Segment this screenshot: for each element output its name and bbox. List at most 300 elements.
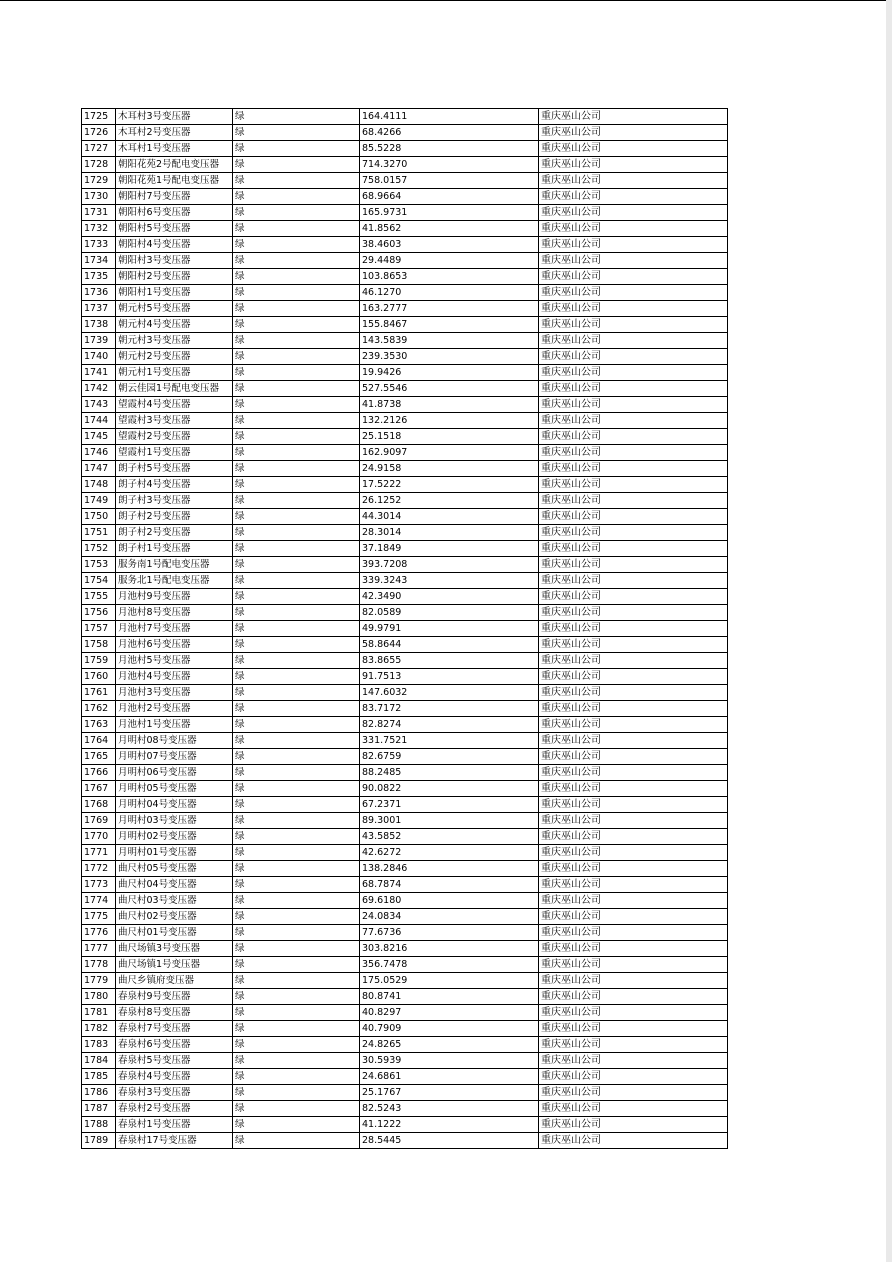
cell-id: 1757 <box>82 621 116 637</box>
cell-id: 1726 <box>82 125 116 141</box>
table-row <box>82 621 728 637</box>
cell-value: 132.2126 <box>360 413 539 429</box>
cell-value: 30.5939 <box>360 1053 539 1069</box>
cell-id: 1754 <box>82 573 116 589</box>
cell-value: 58.8644 <box>360 637 539 653</box>
table-row <box>82 253 728 269</box>
cell-id: 1746 <box>82 445 116 461</box>
cell-status: 绿 <box>233 173 360 189</box>
cell-company: 重庆巫山公司 <box>539 717 728 733</box>
cell-value: 17.5222 <box>360 477 539 493</box>
cell-status: 绿 <box>233 253 360 269</box>
table-row <box>82 765 728 781</box>
cell-value: 239.3530 <box>360 349 539 365</box>
table-row <box>82 541 728 557</box>
cell-transformer-name: 月明村03号变压器 <box>116 813 233 829</box>
cell-company: 重庆巫山公司 <box>539 973 728 989</box>
cell-status: 绿 <box>233 909 360 925</box>
cell-status: 绿 <box>233 109 360 125</box>
cell-value: 43.5852 <box>360 829 539 845</box>
cell-transformer-name: 曲尺村02号变压器 <box>116 909 233 925</box>
cell-status: 绿 <box>233 1069 360 1085</box>
cell-status: 绿 <box>233 941 360 957</box>
cell-status: 绿 <box>233 573 360 589</box>
cell-transformer-name: 曲尺村01号变压器 <box>116 925 233 941</box>
cell-company: 重庆巫山公司 <box>539 429 728 445</box>
cell-transformer-name: 月池村9号变压器 <box>116 589 233 605</box>
cell-company: 重庆巫山公司 <box>539 1101 728 1117</box>
cell-status: 绿 <box>233 701 360 717</box>
table-row <box>82 717 728 733</box>
cell-status: 绿 <box>233 1053 360 1069</box>
cell-company: 重庆巫山公司 <box>539 1005 728 1021</box>
cell-status: 绿 <box>233 429 360 445</box>
cell-id: 1783 <box>82 1037 116 1053</box>
cell-company: 重庆巫山公司 <box>539 733 728 749</box>
table-row <box>82 797 728 813</box>
cell-status: 绿 <box>233 317 360 333</box>
cell-status: 绿 <box>233 493 360 509</box>
cell-status: 绿 <box>233 893 360 909</box>
table-row <box>82 525 728 541</box>
cell-value: 44.3014 <box>360 509 539 525</box>
cell-transformer-name: 曲尺乡镇府变压器 <box>116 973 233 989</box>
cell-id: 1771 <box>82 845 116 861</box>
cell-value: 143.5839 <box>360 333 539 349</box>
table-row <box>82 461 728 477</box>
cell-value: 147.6032 <box>360 685 539 701</box>
cell-status: 绿 <box>233 125 360 141</box>
cell-status: 绿 <box>233 269 360 285</box>
cell-company: 重庆巫山公司 <box>539 653 728 669</box>
table-row <box>82 973 728 989</box>
cell-transformer-name: 朝元村1号变压器 <box>116 365 233 381</box>
cell-transformer-name: 朝阳村2号变压器 <box>116 269 233 285</box>
cell-transformer-name: 月池村3号变压器 <box>116 685 233 701</box>
cell-id: 1750 <box>82 509 116 525</box>
cell-status: 绿 <box>233 1117 360 1133</box>
cell-status: 绿 <box>233 717 360 733</box>
cell-transformer-name: 望霞村4号变压器 <box>116 397 233 413</box>
cell-value: 26.1252 <box>360 493 539 509</box>
table-row <box>82 141 728 157</box>
table-row <box>82 189 728 205</box>
cell-transformer-name: 曲尺村03号变压器 <box>116 893 233 909</box>
table-row <box>82 781 728 797</box>
cell-value: 303.8216 <box>360 941 539 957</box>
cell-transformer-name: 朗子村2号变压器 <box>116 509 233 525</box>
cell-status: 绿 <box>233 973 360 989</box>
cell-status: 绿 <box>233 605 360 621</box>
cell-value: 82.0589 <box>360 605 539 621</box>
cell-company: 重庆巫山公司 <box>539 253 728 269</box>
cell-status: 绿 <box>233 589 360 605</box>
cell-company: 重庆巫山公司 <box>539 1117 728 1133</box>
cell-company: 重庆巫山公司 <box>539 141 728 157</box>
cell-company: 重庆巫山公司 <box>539 861 728 877</box>
cell-transformer-name: 朝元村2号变压器 <box>116 349 233 365</box>
cell-company: 重庆巫山公司 <box>539 669 728 685</box>
cell-status: 绿 <box>233 397 360 413</box>
cell-value: 82.8274 <box>360 717 539 733</box>
cell-transformer-name: 朝阳村6号变压器 <box>116 205 233 221</box>
page-right-edge <box>886 0 892 1262</box>
cell-value: 41.1222 <box>360 1117 539 1133</box>
cell-company: 重庆巫山公司 <box>539 365 728 381</box>
cell-value: 714.3270 <box>360 157 539 173</box>
table-row <box>82 109 728 125</box>
cell-status: 绿 <box>233 333 360 349</box>
cell-status: 绿 <box>233 509 360 525</box>
table-row <box>82 1037 728 1053</box>
cell-status: 绿 <box>233 621 360 637</box>
cell-status: 绿 <box>233 157 360 173</box>
table-row <box>82 861 728 877</box>
cell-company: 重庆巫山公司 <box>539 333 728 349</box>
cell-company: 重庆巫山公司 <box>539 221 728 237</box>
cell-value: 758.0157 <box>360 173 539 189</box>
cell-company: 重庆巫山公司 <box>539 493 728 509</box>
cell-id: 1761 <box>82 685 116 701</box>
cell-status: 绿 <box>233 957 360 973</box>
cell-transformer-name: 春泉村17号变压器 <box>116 1133 233 1149</box>
cell-transformer-name: 春泉村4号变压器 <box>116 1069 233 1085</box>
cell-company: 重庆巫山公司 <box>539 893 728 909</box>
cell-status: 绿 <box>233 189 360 205</box>
cell-id: 1776 <box>82 925 116 941</box>
cell-id: 1777 <box>82 941 116 957</box>
cell-transformer-name: 春泉村7号变压器 <box>116 1021 233 1037</box>
cell-company: 重庆巫山公司 <box>539 573 728 589</box>
cell-id: 1731 <box>82 205 116 221</box>
cell-transformer-name: 月池村7号变压器 <box>116 621 233 637</box>
cell-transformer-name: 朝阳村7号变压器 <box>116 189 233 205</box>
cell-id: 1751 <box>82 525 116 541</box>
cell-status: 绿 <box>233 381 360 397</box>
cell-id: 1736 <box>82 285 116 301</box>
cell-company: 重庆巫山公司 <box>539 877 728 893</box>
cell-transformer-name: 月明村06号变压器 <box>116 765 233 781</box>
cell-value: 138.2846 <box>360 861 539 877</box>
cell-transformer-name: 春泉村3号变压器 <box>116 1085 233 1101</box>
cell-id: 1786 <box>82 1085 116 1101</box>
cell-status: 绿 <box>233 1005 360 1021</box>
cell-status: 绿 <box>233 845 360 861</box>
cell-value: 89.3001 <box>360 813 539 829</box>
cell-value: 68.7874 <box>360 877 539 893</box>
table-row <box>82 285 728 301</box>
table-row <box>82 1053 728 1069</box>
cell-company: 重庆巫山公司 <box>539 157 728 173</box>
table-row <box>82 1117 728 1133</box>
cell-id: 1743 <box>82 397 116 413</box>
cell-status: 绿 <box>233 749 360 765</box>
cell-id: 1733 <box>82 237 116 253</box>
cell-id: 1775 <box>82 909 116 925</box>
cell-status: 绿 <box>233 221 360 237</box>
cell-id: 1745 <box>82 429 116 445</box>
table-row <box>82 573 728 589</box>
cell-company: 重庆巫山公司 <box>539 925 728 941</box>
cell-company: 重庆巫山公司 <box>539 749 728 765</box>
cell-status: 绿 <box>233 301 360 317</box>
cell-status: 绿 <box>233 365 360 381</box>
table-row <box>82 909 728 925</box>
cell-id: 1762 <box>82 701 116 717</box>
cell-id: 1767 <box>82 781 116 797</box>
cell-id: 1729 <box>82 173 116 189</box>
cell-status: 绿 <box>233 541 360 557</box>
cell-id: 1773 <box>82 877 116 893</box>
cell-transformer-name: 朗子村3号变压器 <box>116 493 233 509</box>
cell-value: 80.8741 <box>360 989 539 1005</box>
cell-transformer-name: 曲尺场镇3号变压器 <box>116 941 233 957</box>
cell-id: 1770 <box>82 829 116 845</box>
cell-transformer-name: 月池村6号变压器 <box>116 637 233 653</box>
table-row <box>82 925 728 941</box>
cell-company: 重庆巫山公司 <box>539 557 728 573</box>
cell-transformer-name: 月池村4号变压器 <box>116 669 233 685</box>
table-row <box>82 333 728 349</box>
cell-company: 重庆巫山公司 <box>539 461 728 477</box>
cell-status: 绿 <box>233 141 360 157</box>
cell-id: 1788 <box>82 1117 116 1133</box>
cell-status: 绿 <box>233 829 360 845</box>
cell-company: 重庆巫山公司 <box>539 237 728 253</box>
cell-value: 19.9426 <box>360 365 539 381</box>
table-row <box>82 669 728 685</box>
cell-id: 1728 <box>82 157 116 173</box>
cell-value: 165.9731 <box>360 205 539 221</box>
cell-id: 1768 <box>82 797 116 813</box>
cell-id: 1763 <box>82 717 116 733</box>
cell-value: 42.6272 <box>360 845 539 861</box>
cell-value: 82.6759 <box>360 749 539 765</box>
cell-id: 1753 <box>82 557 116 573</box>
cell-company: 重庆巫山公司 <box>539 781 728 797</box>
table-row <box>82 557 728 573</box>
cell-transformer-name: 月池村1号变压器 <box>116 717 233 733</box>
cell-value: 46.1270 <box>360 285 539 301</box>
cell-company: 重庆巫山公司 <box>539 173 728 189</box>
cell-value: 88.2485 <box>360 765 539 781</box>
cell-id: 1742 <box>82 381 116 397</box>
table-row <box>82 941 728 957</box>
cell-value: 164.4111 <box>360 109 539 125</box>
table-row <box>82 877 728 893</box>
cell-transformer-name: 曲尺村04号变压器 <box>116 877 233 893</box>
table-row <box>82 845 728 861</box>
cell-status: 绿 <box>233 205 360 221</box>
table-row <box>82 1133 728 1149</box>
table-row <box>82 157 728 173</box>
cell-id: 1748 <box>82 477 116 493</box>
cell-status: 绿 <box>233 653 360 669</box>
cell-transformer-name: 木耳村2号变压器 <box>116 125 233 141</box>
cell-id: 1727 <box>82 141 116 157</box>
cell-transformer-name: 月明村01号变压器 <box>116 845 233 861</box>
cell-value: 68.9664 <box>360 189 539 205</box>
cell-company: 重庆巫山公司 <box>539 1037 728 1053</box>
cell-value: 162.9097 <box>360 445 539 461</box>
table-row <box>82 701 728 717</box>
transformer-table <box>81 108 728 1149</box>
cell-company: 重庆巫山公司 <box>539 509 728 525</box>
cell-transformer-name: 曲尺村05号变压器 <box>116 861 233 877</box>
cell-status: 绿 <box>233 637 360 653</box>
cell-value: 41.8738 <box>360 397 539 413</box>
cell-transformer-name: 木耳村3号变压器 <box>116 109 233 125</box>
cell-transformer-name: 月明村08号变压器 <box>116 733 233 749</box>
cell-transformer-name: 服务南1号配电变压器 <box>116 557 233 573</box>
cell-value: 38.4603 <box>360 237 539 253</box>
table-row <box>82 893 728 909</box>
table-row <box>82 237 728 253</box>
cell-transformer-name: 朝阳村4号变压器 <box>116 237 233 253</box>
cell-id: 1778 <box>82 957 116 973</box>
cell-status: 绿 <box>233 477 360 493</box>
cell-company: 重庆巫山公司 <box>539 797 728 813</box>
cell-status: 绿 <box>233 1101 360 1117</box>
cell-company: 重庆巫山公司 <box>539 445 728 461</box>
cell-transformer-name: 月明村05号变压器 <box>116 781 233 797</box>
cell-value: 77.6736 <box>360 925 539 941</box>
cell-transformer-name: 望霞村3号变压器 <box>116 413 233 429</box>
cell-transformer-name: 月池村2号变压器 <box>116 701 233 717</box>
table-row <box>82 733 728 749</box>
cell-value: 527.5546 <box>360 381 539 397</box>
cell-company: 重庆巫山公司 <box>539 605 728 621</box>
cell-id: 1741 <box>82 365 116 381</box>
page-top-rule <box>0 0 892 1</box>
cell-transformer-name: 月池村8号变压器 <box>116 605 233 621</box>
table-row <box>82 349 728 365</box>
cell-status: 绿 <box>233 813 360 829</box>
cell-id: 1779 <box>82 973 116 989</box>
cell-status: 绿 <box>233 349 360 365</box>
cell-company: 重庆巫山公司 <box>539 1069 728 1085</box>
table-row <box>82 413 728 429</box>
cell-transformer-name: 朝阳花苑1号配电变压器 <box>116 173 233 189</box>
table-row <box>82 381 728 397</box>
cell-value: 25.1767 <box>360 1085 539 1101</box>
cell-id: 1765 <box>82 749 116 765</box>
cell-transformer-name: 曲尺场镇1号变压器 <box>116 957 233 973</box>
cell-value: 28.5445 <box>360 1133 539 1149</box>
table-row <box>82 605 728 621</box>
cell-company: 重庆巫山公司 <box>539 285 728 301</box>
cell-transformer-name: 月明村02号变压器 <box>116 829 233 845</box>
cell-id: 1758 <box>82 637 116 653</box>
cell-transformer-name: 望霞村1号变压器 <box>116 445 233 461</box>
cell-status: 绿 <box>233 557 360 573</box>
cell-value: 339.3243 <box>360 573 539 589</box>
cell-value: 40.8297 <box>360 1005 539 1021</box>
cell-value: 356.7478 <box>360 957 539 973</box>
cell-transformer-name: 朝元村3号变压器 <box>116 333 233 349</box>
cell-status: 绿 <box>233 989 360 1005</box>
cell-id: 1747 <box>82 461 116 477</box>
cell-id: 1769 <box>82 813 116 829</box>
cell-company: 重庆巫山公司 <box>539 829 728 845</box>
table-row <box>82 989 728 1005</box>
cell-company: 重庆巫山公司 <box>539 621 728 637</box>
table-row <box>82 653 728 669</box>
table-row <box>82 1085 728 1101</box>
table-row <box>82 221 728 237</box>
cell-transformer-name: 朗子村4号变压器 <box>116 477 233 493</box>
table-row <box>82 589 728 605</box>
cell-value: 69.6180 <box>360 893 539 909</box>
cell-id: 1785 <box>82 1069 116 1085</box>
cell-value: 85.5228 <box>360 141 539 157</box>
cell-value: 83.8655 <box>360 653 539 669</box>
table-row <box>82 173 728 189</box>
table-row <box>82 317 728 333</box>
cell-id: 1755 <box>82 589 116 605</box>
cell-transformer-name: 朗子村2号变压器 <box>116 525 233 541</box>
cell-company: 重庆巫山公司 <box>539 477 728 493</box>
cell-transformer-name: 月池村5号变压器 <box>116 653 233 669</box>
cell-company: 重庆巫山公司 <box>539 909 728 925</box>
table-row <box>82 477 728 493</box>
table-row <box>82 301 728 317</box>
cell-company: 重庆巫山公司 <box>539 1085 728 1101</box>
cell-id: 1744 <box>82 413 116 429</box>
table-row <box>82 205 728 221</box>
cell-company: 重庆巫山公司 <box>539 301 728 317</box>
cell-company: 重庆巫山公司 <box>539 1021 728 1037</box>
cell-company: 重庆巫山公司 <box>539 845 728 861</box>
cell-id: 1732 <box>82 221 116 237</box>
cell-status: 绿 <box>233 765 360 781</box>
cell-status: 绿 <box>233 461 360 477</box>
cell-company: 重庆巫山公司 <box>539 381 728 397</box>
cell-transformer-name: 春泉村9号变压器 <box>116 989 233 1005</box>
cell-transformer-name: 朗子村5号变压器 <box>116 461 233 477</box>
cell-id: 1789 <box>82 1133 116 1149</box>
cell-status: 绿 <box>233 733 360 749</box>
cell-company: 重庆巫山公司 <box>539 957 728 973</box>
cell-value: 49.9791 <box>360 621 539 637</box>
cell-status: 绿 <box>233 925 360 941</box>
cell-value: 155.8467 <box>360 317 539 333</box>
cell-company: 重庆巫山公司 <box>539 317 728 333</box>
cell-value: 103.8653 <box>360 269 539 285</box>
cell-status: 绿 <box>233 1021 360 1037</box>
cell-id: 1734 <box>82 253 116 269</box>
table-row <box>82 749 728 765</box>
cell-transformer-name: 朗子村1号变压器 <box>116 541 233 557</box>
cell-transformer-name: 朝阳村5号变压器 <box>116 221 233 237</box>
cell-status: 绿 <box>233 797 360 813</box>
cell-status: 绿 <box>233 669 360 685</box>
cell-company: 重庆巫山公司 <box>539 541 728 557</box>
cell-company: 重庆巫山公司 <box>539 189 728 205</box>
cell-value: 82.5243 <box>360 1101 539 1117</box>
cell-transformer-name: 木耳村1号变压器 <box>116 141 233 157</box>
table-row <box>82 685 728 701</box>
cell-status: 绿 <box>233 781 360 797</box>
cell-company: 重庆巫山公司 <box>539 269 728 285</box>
cell-status: 绿 <box>233 861 360 877</box>
table-row <box>82 125 728 141</box>
cell-status: 绿 <box>233 1085 360 1101</box>
cell-id: 1781 <box>82 1005 116 1021</box>
cell-value: 28.3014 <box>360 525 539 541</box>
cell-transformer-name: 春泉村2号变压器 <box>116 1101 233 1117</box>
table-row <box>82 365 728 381</box>
